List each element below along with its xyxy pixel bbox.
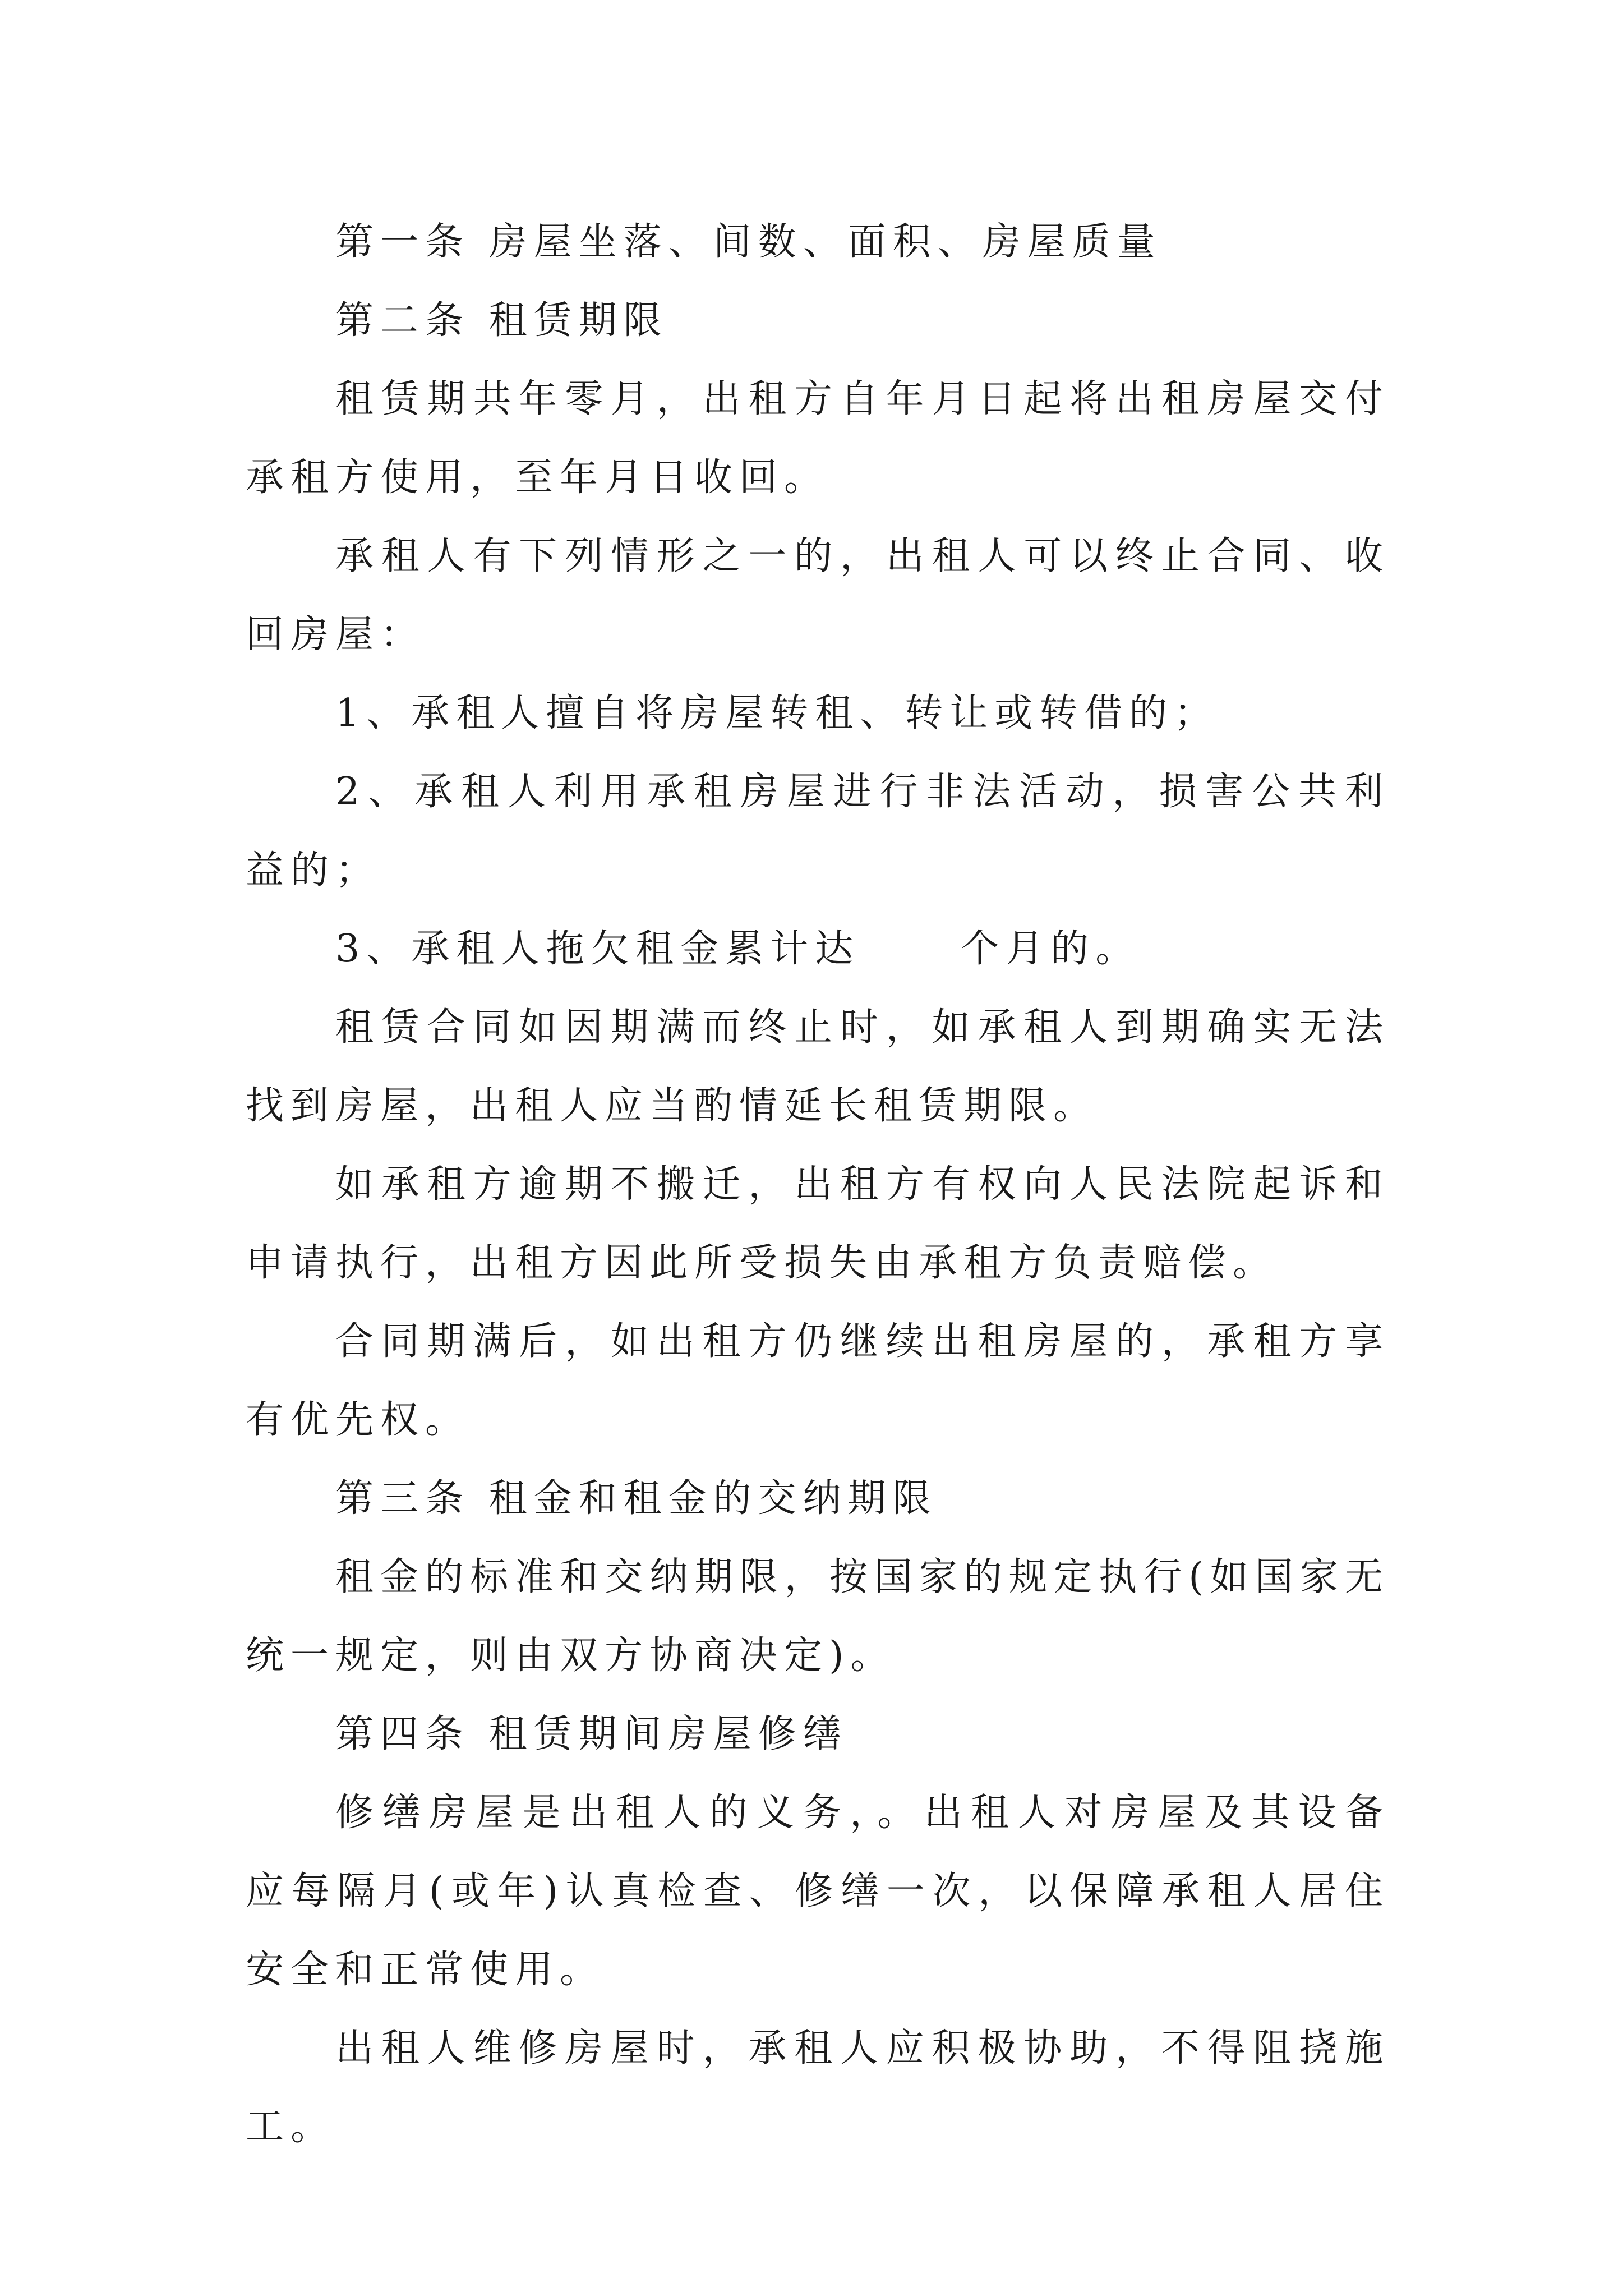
condition-item-3 — [246, 910, 1390, 988]
condition-item-2: 2、承租人利用承租房屋进行非法活动，损害公共利益的； — [246, 770, 1390, 892]
condition-item-1: 1、承租人擅自将房屋转租、转让或转借的； — [335, 691, 1219, 735]
condition-item-3-before: 3、承租人拖欠租金累计达 — [335, 927, 860, 971]
repair-obligation-paragraph: 修缮房屋是出租人的义务，。出租人对房屋及其设备应每隔月(或年)认真检查、修缮一次，以保障承租人居住安全和正常使用。 — [246, 1791, 1390, 1992]
article-2-heading: 第二条 租赁期限 — [335, 298, 668, 343]
article-3-heading: 第三条 租金和租金的交纳期限 — [335, 1476, 938, 1521]
condition-item-3-after: 个月的。 — [961, 927, 1141, 971]
lease-term-paragraph: 租赁期共年零月，出租方自年月日起将出租房屋交付承租方使用，至年月日收回。 — [246, 377, 1390, 500]
expiry-extension-paragraph: 租赁合同如因期满而终止时，如承租人到期确实无法找到房屋，出租人应当酌情延长租赁期限。 — [246, 1005, 1390, 1128]
document-body — [246, 203, 1390, 2166]
termination-conditions-paragraph: 承租人有下列情形之一的，出租人可以终止合同、收回房屋： — [246, 534, 1390, 657]
article-1-heading: 第一条 房屋坐落、间数、面积、房屋质量 — [335, 220, 1162, 264]
article-4-heading: 第四条 租赁期间房屋修缮 — [335, 1712, 848, 1756]
repair-cooperation-paragraph: 出租人维修房屋时，承租人应积极协助，不得阻挠施工。 — [246, 2026, 1390, 2149]
priority-right-paragraph: 合同期满后，如出租方仍继续出租房屋的，承租方享有优先权。 — [246, 1319, 1390, 1442]
overdue-move-paragraph: 如承租方逾期不搬迁，出租方有权向人民法院起诉和申请执行，出租方因此所受损失由承租方负责赔偿。 — [246, 1162, 1390, 1285]
rent-standard-paragraph: 租金的标准和交纳期限，按国家的规定执行(如国家无统一规定，则由双方协商决定)。 — [246, 1555, 1390, 1678]
